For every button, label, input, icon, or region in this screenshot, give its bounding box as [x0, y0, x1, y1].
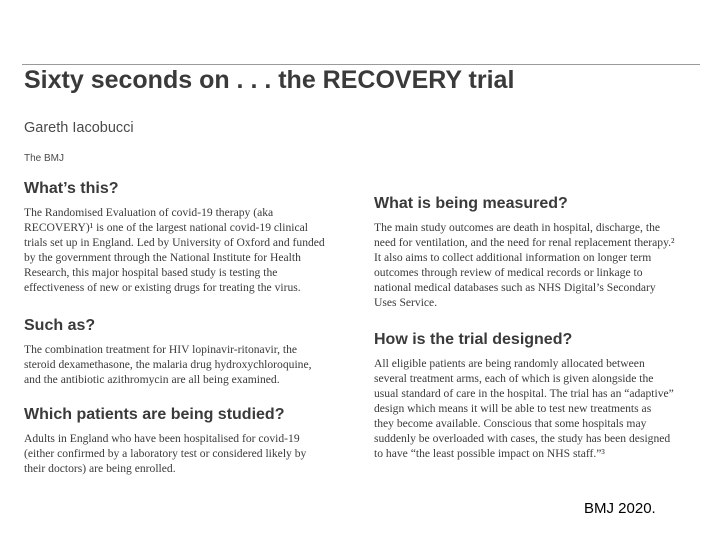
section-heading: Such as? [24, 317, 96, 334]
author-name: Gareth Iacobucci [24, 120, 134, 136]
section-body [24, 342, 354, 387]
section-body [374, 356, 704, 461]
source-citation: BMJ 2020. [584, 500, 656, 517]
body-line: steroid dexamethasone, the malaria drug hydroxychloroquine, [24, 358, 312, 371]
title-rule [22, 64, 700, 65]
section-trial-design [374, 331, 704, 461]
body-line: to have “the least possible impact on NHS staff.”³ [374, 447, 605, 460]
section-whats-this [24, 180, 354, 295]
body-line: Uses Service. [374, 296, 438, 309]
body-line: need for ventilation, and the need for renal replacement therapy.² [374, 236, 675, 249]
body-line: national medical databases such as NHS Digital’s Secondary [374, 281, 656, 294]
section-heading: Which patients are being studied? [24, 406, 285, 423]
body-line: effectiveness of new or existing drugs for treating the virus. [24, 281, 301, 294]
body-line: they become available. Conscious that some hospitals may [374, 417, 647, 430]
body-line: Research, this major hospital based study is testing the [24, 266, 278, 279]
body-line: It also aims to collect additional information on longer term [374, 251, 652, 264]
body-line: RECOVERY)¹ is one of the largest national covid-19 clinical [24, 221, 309, 234]
body-line: their doctors) are being enrolled. [24, 462, 176, 475]
section-which-patients [24, 406, 354, 476]
body-line: usual standard of care in the hospital. The trial has an “adaptive” [374, 387, 674, 400]
body-line: and the antibiotic azithromycin are all being examined. [24, 373, 280, 386]
body-line: (either confirmed by a laboratory test or considered likely by [24, 447, 307, 460]
section-body [374, 220, 704, 310]
body-line: The main study outcomes are death in hospital, discharge, the [374, 221, 661, 234]
body-line: The Randomised Evaluation of covid-19 therapy (aka [24, 206, 274, 219]
body-line: suddenly be overloaded with cases, the study has been designed [374, 432, 671, 445]
body-line: outcomes through review of medical records or linkage to [374, 266, 643, 279]
section-heading: What’s this? [24, 180, 119, 197]
body-line: several treatment arms, each of which is given alongside the [374, 372, 654, 385]
body-line: Adults in England who have been hospitalised for covid-19 [24, 432, 300, 445]
body-line: The combination treatment for HIV lopinavir-ritonavir, the [24, 343, 298, 356]
body-line: design which means it will be able to test new treatments as [374, 402, 652, 415]
section-heading: How is the trial designed? [374, 331, 573, 348]
section-body [24, 205, 354, 295]
section-heading: What is being measured? [374, 195, 568, 212]
section-what-measured [374, 195, 704, 310]
article-title: Sixty seconds on . . . the RECOVERY trial [24, 66, 515, 94]
body-line: All eligible patients are being randomly allocated between [374, 357, 645, 370]
section-such-as [24, 317, 354, 387]
body-line: trials set up in England. Led by University of Oxford and funded [24, 236, 325, 249]
section-body [24, 431, 354, 476]
author-affiliation: The BMJ [24, 153, 65, 164]
body-line: by the government through the National Institute for Health [24, 251, 301, 264]
